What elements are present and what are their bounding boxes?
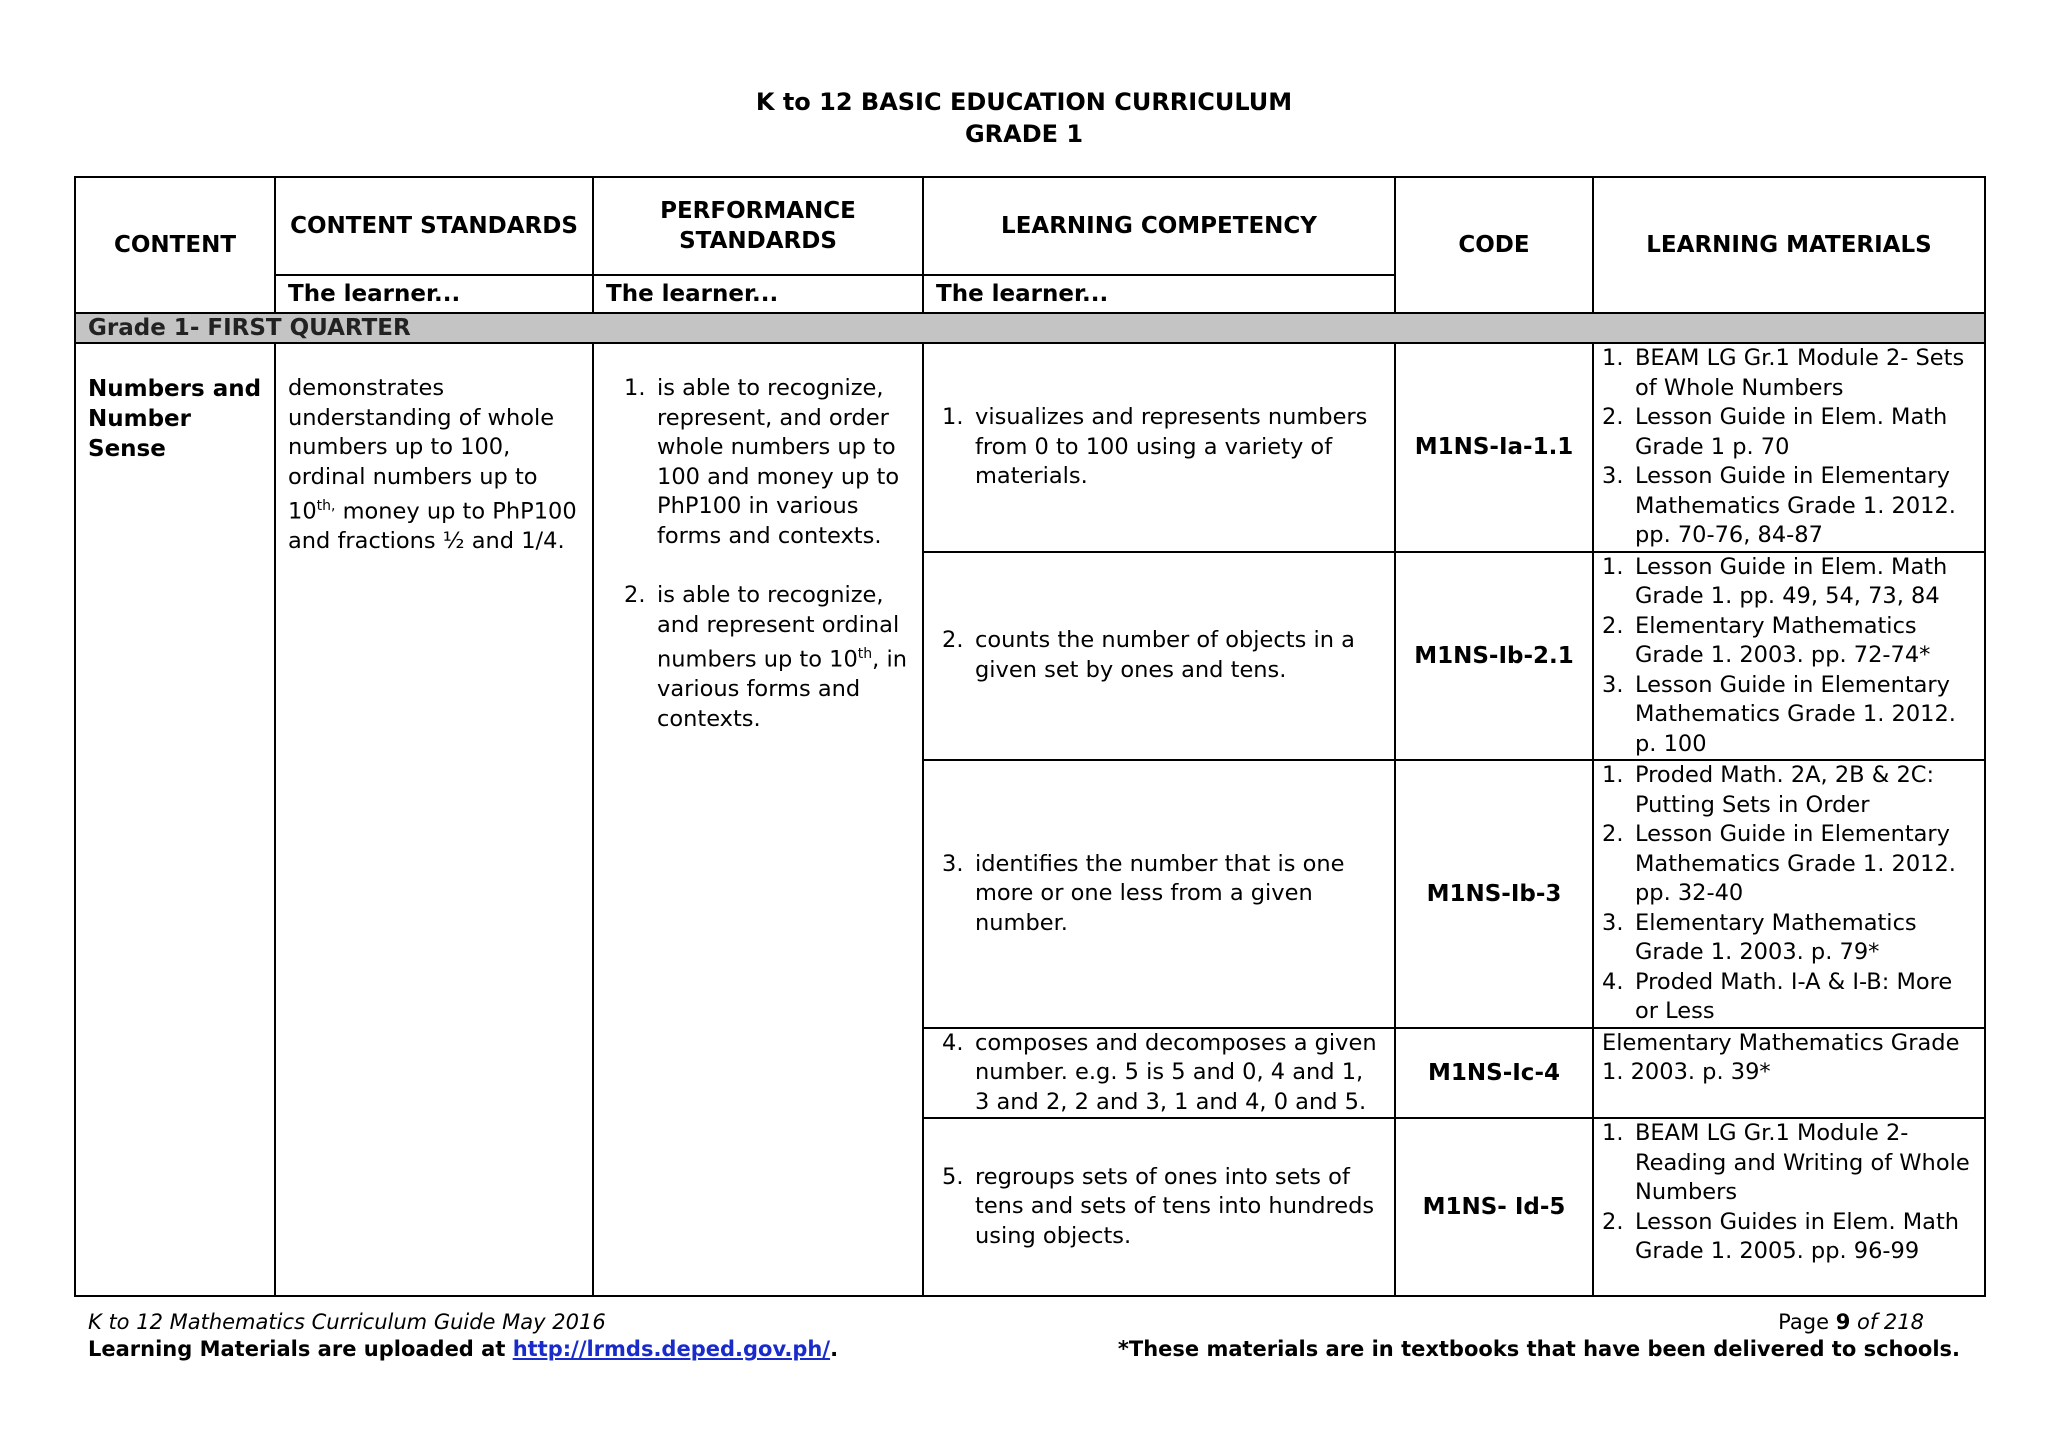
material-item: 1. Lesson Guide in Elem. Math Grade 1. pp. 49, 54, 73, 84 — [1602, 553, 1948, 609]
document-title — [0, 86, 2048, 150]
content-text: Numbers and Number Sense — [88, 376, 262, 462]
material-item: 2. Lesson Guides in Elem. Math Grade 1. 2005. pp. 96-99 — [1602, 1208, 1960, 1264]
content-standard-cell: demonstrates understanding of whole numbers up to 100, ordinal numbers up to $10^{th,}$ money up to PhP100 and fractions ½ and 1/4. — [275, 343, 593, 1296]
competency-item: 5. regroups sets of ones into sets of tens and sets of tens into hundreds using objects. — [942, 1163, 1375, 1249]
code-cell: M1NS-Ia-1.1 — [1395, 343, 1593, 552]
header-learning-materials: LEARNING MATERIALS — [1593, 177, 1985, 313]
competency-cell — [923, 760, 1395, 1028]
header-content: CONTENT — [75, 177, 275, 313]
materials-cell — [1593, 1028, 1985, 1119]
lrmds-link[interactable]: http://lrmds.deped.gov.ph/ — [512, 1337, 831, 1361]
material-item: 1. BEAM LG Gr.1 Module 2- Reading and Writing of Whole Numbers — [1602, 1120, 1970, 1205]
header-performance-standards: PERFORMANCE STANDARDS — [593, 177, 923, 275]
performance-standard-item: 2. is able to recognize, and represent ordinal numbers up to 10th, in various forms and contexts. — [624, 582, 907, 732]
material-item: 4. Proded Math. I-A & I-B: More or Less — [1602, 968, 1953, 1024]
material-item: 2. Lesson Guide in Elementary Mathematics Grade 1. 2012. pp. 32-40 — [1602, 821, 1956, 906]
material-item: 3. Elementary Mathematics Grade 1. 2003. p. 79* — [1602, 909, 1917, 965]
title-line-2: GRADE 1 — [964, 120, 1084, 148]
material-text: Elementary Mathematics Grade 1. 2003. p. 39* — [1602, 1029, 1960, 1085]
materials-cell — [1593, 760, 1985, 1028]
code-cell: M1NS- Id-5 — [1395, 1118, 1593, 1296]
subheader-learner-1: The learner... — [275, 275, 593, 313]
subheader-learner-2: The learner... — [593, 275, 923, 313]
competency-cell — [923, 343, 1395, 552]
material-item: 1. Proded Math. 2A, 2B & 2C: Putting Sets in Order — [1602, 762, 1935, 818]
material-item: 3. Lesson Guide in Elementary Mathematics Grade 1. 2012. pp. 70-76, 84-87 — [1602, 463, 1956, 548]
competency-item: 3. identifies the number that is one more or one less from a given number. — [942, 850, 1345, 936]
quarter-label: Grade 1- FIRST QUARTER — [75, 313, 1985, 343]
code-cell: M1NS-Ic-4 — [1395, 1028, 1593, 1119]
competency-cell — [923, 1118, 1395, 1296]
competency-cell — [923, 1028, 1395, 1119]
performance-standards-cell — [593, 343, 923, 1296]
subheader-learner-3: The learner... — [923, 275, 1395, 313]
material-item: 3. Lesson Guide in Elementary Mathematics Grade 1. 2012. p. 100 — [1602, 671, 1956, 757]
materials-cell — [1593, 552, 1985, 761]
header-learning-competency: LEARNING COMPETENCY — [923, 177, 1395, 275]
material-item: 2. Elementary Mathematics Grade 1. 2003. pp. 72-74* — [1602, 612, 1931, 668]
competency-item: 4. composes and decomposes a given number. e.g. 5 is 5 and 0, 4 and 1, 3 and 2, 2 and 3, 1 and 4, 0 and 5. — [942, 1029, 1377, 1115]
competency-item: 1. visualizes and represents numbers from 0 to 100 using a variety of materials. — [942, 404, 1368, 489]
material-item: 1. BEAM LG Gr.1 Module 2- Sets of Whole Numbers — [1602, 345, 1965, 401]
competency-item: 2. counts the number of objects in a given set by ones and tens. — [942, 627, 1355, 683]
header-code: CODE — [1395, 177, 1593, 313]
footer-upload-note: Learning Materials are uploaded at http://lrmds.deped.gov.ph/. — [88, 1337, 839, 1361]
code-cell: M1NS-Ib-3 — [1395, 760, 1593, 1028]
material-item: 2. Lesson Guide in Elem. Math Grade 1 p. 70 — [1602, 404, 1948, 460]
header-content-standards: CONTENT STANDARDS — [275, 177, 593, 275]
footer-guide-title: K to 12 Mathematics Curriculum Guide May 2016 — [88, 1310, 606, 1334]
content-cell — [75, 343, 275, 1296]
materials-cell — [1593, 343, 1985, 552]
curriculum-table — [74, 176, 1986, 1297]
footer-textbook-note: *These materials are in textbooks that have been delivered to schools. — [1117, 1337, 1960, 1361]
competency-cell — [923, 552, 1395, 761]
title-line-1: K to 12 BASIC EDUCATION CURRICULUM — [755, 88, 1293, 116]
footer-page-number: Page 9 of 218 — [1778, 1310, 1924, 1334]
performance-standard-item: 1. is able to recognize, represent, and order whole numbers up to 100 and money up to PhP100 in various forms and contexts. — [624, 375, 900, 549]
code-cell: M1NS-Ib-2.1 — [1395, 552, 1593, 761]
materials-cell — [1593, 1118, 1985, 1296]
